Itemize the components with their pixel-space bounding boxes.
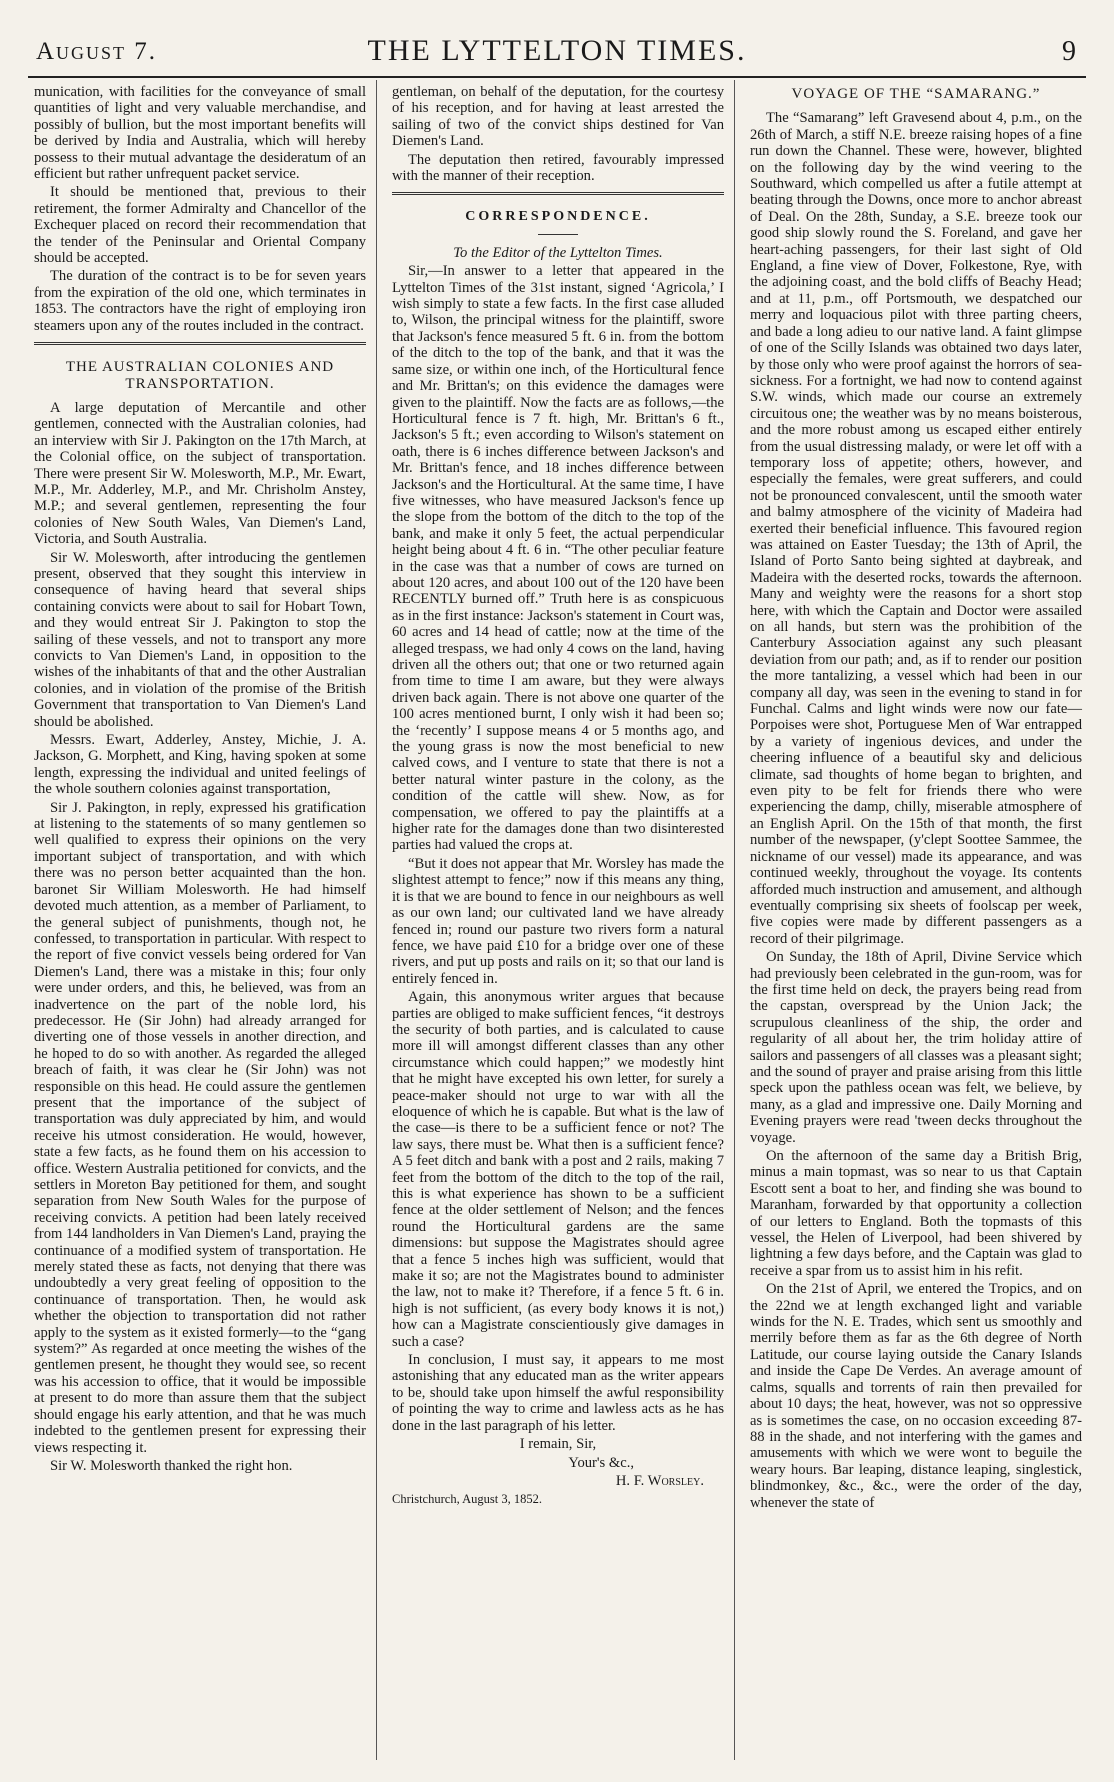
column-3 [750,84,1082,1513]
paragraph: “But it does not appear that Mr. Worsley has made the slightest attempt to fence;” now if this means any thing, it is that we are bound to fence in our neighbours as well as our own land; our cultivated land we have already fenced in; round our pasture two rivers form a natural fence, we have paid £10 for a bridge over one of these rivers, and put up posts and rails on it; so that our land is entirely fenced in. [392,855,724,987]
masthead [28,28,1086,74]
article-heading: VOYAGE OF THE “SAMARANG.” [791,86,1041,102]
section-heading: CORRESPONDENCE. [465,209,651,225]
paragraph: munication, with facilities for the conveyance of small quantities of light and very valuable merchandise, and possibly of bullion, but the most important benefits will be derived by India and Australia, which will hereby possess to their mutual advantage the desideratum of an efficient but rather unfrequent packet service. [34,84,366,183]
paragraph: Messrs. Ewart, Adderley, Anstey, Michie, J. A. Jackson, G. Morphett, and King, having spoken at some length, expressing the individual and united feelings of the whole southern colonies against transportation, [34,732,366,798]
masthead-rule [28,76,1086,78]
newspaper-title: THE LYTTELTON TIMES. [367,34,747,67]
column-1 [34,84,366,1476]
paragraph: On Sunday, the 18th of April, Divine Service which had previously been celebrated in the gun-room, was for the first time held on deck, the prayers being read from the capstan, overspread by the Union Jack; the scrupulous cleanliness of the ship, the order and regularity of all about her, the trim holiday attire of sailors and passengers of all classes was a pleasant sight; and the sound of prayer and praise arising from this little speck upon the pathless ocean was felt, we believe, by many, as a glad and impressive one. Daily Morning and Evening prayers were read 'tween decks throughout the voyage. [750,949,1082,1146]
section-separator [34,342,366,345]
column-2 [392,84,724,1510]
page-number: 9 [1062,36,1076,67]
short-rule [538,234,578,235]
letter-signature: H. F. Worsley. [615,1472,704,1489]
issue-date: August 7. [36,38,158,65]
paragraph: Sir W. Molesworth thanked the right hon. [50,1457,293,1474]
paragraph: On the 21st of April, we entered the Tropics, and on the 22nd we at length exchanged light and variable winds for the N. E. Trades, which sent us smoothly and merrily before them as far as the 6th degree of North Latitude, our course laying outside the Canary Islands and inside the Cape De Verdes. An average amount of calms, squalls and torrents of rain then prevailed for about 10 days; the heat, however, was not so oppressive as is sometimes the case, on no occasion exceeding 87-88 in the shade, and not interfering with the games and amusements with which we were wont to beguile the weary hours. Bar leaping, distance leaping, singlestick, blindmonkey, &c., &c., were the order of the day, whenever the state of [750,1281,1082,1511]
column-divider [376,80,377,1760]
letter-closing: I remain, Sir, [519,1436,597,1453]
letter-salutation: To the Editor of the Lyttelton Times. [453,244,663,261]
paragraph: gentleman, on behalf of the deputation, for the courtesy of his reception, and for having at least arrested the sailing of two of the convict ships destined for Van Diemen's Land. [392,84,724,150]
paragraph: Sir J. Pakington, in reply, expressed his gratification at listening to the statements of so many gentlemen so well qualified to express their opinions on the very important subject of transportation, and with which there was no person better acquainted than the hon. baronet Sir William Molesworth. He had himself devoted much attention, as a member of Parliament, to the general subject of punishments, though not, he confessed, to transportation in particular. With respect to the report of five convict vessels being ordered for Van Diemen's Land, there was a mistake in this; four only were under orders, and this, he believed, was from an inadvertence on the part of the noble lord, his predecessor. He (Sir John) had already arranged for diverting one of those vessels in another direction, and he hoped to do so with another. As regarded the alleged breach of faith, it was clear he (Sir John) was not responsible on this head. He could assure the gentlemen present that the importance of the subject of transportation was duly appreciated by him, and would receive his utmost consideration. He would, however, state a few facts, as he found them on his accession to office. Western Australia petitioned for convicts, and the settlers in Moreton Bay petitioned for them, and sought separation from New South Wales for the purpose of receiving convicts. A petition had been lately received from 144 landholders in Van Diemen's Land, praying the continuance of a modified system of transportation. He merely stated these as facts, not denying that there was undoubtedly a very great feeling of opposition to the continuance of transportation. Then, he would ask whether the objection to transportation did not rather apply to the system as it existed formerly—to the “gang system?” As regarded at once meeting the wishes of the gentlemen present, he thought they would see, so recent was his accession to office, that it would be impossible at present to do more than assure them that the subject should engage his early attention, and that he was much indebted to the gentlemen present for expressing their views respecting it. [34,799,366,1456]
paragraph: The duration of the contract is to be for seven years from the expiration of the old one, which terminates in 1853. The contractors have the right of employing iron steamers upon any of the routes included in the contract. [34,268,366,334]
paragraph: On the afternoon of the same day a British Brig, minus a main topmast, was so near to us that Captain Escott sent a boat to her, and finding she was bound to Maranham, forwarded by that opportunity a collection of our letters to England. Both the topmasts of this vessel, the Helen of Liverpool, had been shivered by lightning a few days before, and the Captain was glad to receive a spar from us to assist him in his refit. [750,1148,1082,1279]
paragraph: It should be mentioned that, previous to their retirement, the former Admiralty and Chancellor of the Exchequer placed on record their recommendation that the tender of the Peninsular and Oriental Company should be accepted. [34,184,366,267]
paragraph: Sir,—In answer to a letter that appeared in the Lyttelton Times of the 31st instant, signed ‘Agricola,’ I wish simply to state a few facts. In the first case alluded to, Wilson, the principal witness for the plaintiff, swore that Jackson's fence measured 5 ft. 6 in. from the bottom of the ditch to the top of the bank, and that it was the same size, or within one inch, of the Horticultural fence and Mr. Brittan's; on this evidence the damages were given to the plaintiff. Now the facts are as follows,—the Horticultural fence is 7 ft. high, Mr. Brittan's 6 ft., Jackson's 5 ft.; even according to Wilson's statement on oath, there is 6 inches difference between Jackson's and Mr. Brittan's fence, and 18 inches difference between Jackson's and the Horticultural. At the same time, I have five witnesses, who have measured Jackson's fence up the slope from the bottom of the ditch to the top of the bank, and make it only 5 feet, the actual perpendicular height being about 4 ft. 6 in. “The other peculiar feature in the case was that a number of cows are turned on about 120 acres, and about 100 out of the 120 have been RECENTLY burned off.” Truth here is as conspicuous as in the first instance: Jackson's statement in Court was, 60 acres and 14 head of cattle; now at the time of the alleged trespass, we had only 4 cows on the land, having driven all the others out; that one or two returned again from time to time I am aware, but they were always driven back again. There is not above one quarter of the 100 acres mentioned burnt, I only wish it had been so; the ‘recently’ I suppose means 4 or 5 months ago, and the young grass is now the most beneficial to new calved cows, and I venture to state that there is not a better natural winter pasture in the colony, as the condition of the cattle will shew. Now, as for compensation, we offered to pay the plaintiffs at a higher rate for the damages done than two disinterested parties had valued the crops at. [392,263,724,854]
letter-closing: Your's &c., [568,1454,634,1471]
article-heading: THE AUSTRALIAN COLONIES AND TRANSPORTATION. [65,359,335,392]
column-divider [734,80,735,1760]
letter-dateline: Christchurch, August 3, 1852. [392,1492,542,1507]
paragraph: In conclusion, I must say, it appears to me most astonishing that any educated man as the writer appears to be, should take upon himself the awful responsibility of pointing the way to crime and lawless acts as he has done in the last paragraph of his letter. [392,1352,724,1434]
paragraph: Sir W. Molesworth, after introducing the gentlemen present, observed that they sought this interview in consequence of having heard that several ships containing convicts were about to sail for Hobart Town, and they would entreat Sir J. Pakington to stop the sailing of these vessels, and not to transport any more convicts to Van Diemen's Land, in opposition to the wishes of the inhabitants of that and the other Australian colonies, and in violation of the promise of the British Government that transportation to Van Diemen's Land should be abolished. [34,549,366,730]
paragraph: The “Samarang” left Gravesend about 4, p.m., on the 26th of March, a stiff N.E. breeze raising hopes of a fine run down the Channel. These were, however, blighted on the following day by the wind veering to the Southward, which compelled us after a futile attempt at beating through the Downs, once more to anchor abreast of Deal. On the 28th, Sunday, a S.E. breeze took our good ship slowly round the S. Foreland, and gave her heart-aching passengers, for their last sight of Old England, a fine view of Dover, Folkestone, Rye, with the adjoining coast, and the bold cliffs of Beachy Head; and at 11, p.m., off Portsmouth, we despatched our merry and loquacious pilot with three parting cheers, and bade a long adieu to our native land. A faint glimpse of one of the Scilly Islands was obtained two days later, by those only who were proof against the horrors of sea-sickness. For a fortnight, we had now to contend against S.W. winds, which made our course an extremely circuitous one; the weather was by no means boisterous, and the more robust among us escaped either entirely from the usual distressing malady, or were let off with a temporary loss of appetite; others, however, and especially the females, were great sufferers, and could not be pronounced convalescent, until the smooth water and balmy atmosphere of the vicinity of Madeira had exerted their beneficial influence. This favoured region was attained on Easter Tuesday; the 13th of April, the Island of Porto Santo being sighted at daybreak, and Madeira with the deserted rocks, towards the afternoon. Many and weighty were the reasons for a short stop here, with which the Captain and Doctor were assailed on all hands, but stern was the prohibition of the Canterbury Association against any such pleasant deviation from our path; and, as if to render our position the more tantalizing, a vessel which had been in our company all day, was seen in the evening to stand in for Funchal. Calms and light winds were now our fate—Porpoises were shot, Portuguese Men of War entrapped by a variety of ingenious devices, and under the cheering influence of a beautiful sky and delicious climate, sad thoughts of home began to brighten, and even pity to be felt for friends there who were experiencing the damp, chilly, miserable atmosphere of an English April. On the 15th of that month, the first number of the newspaper, (y'clept Soottee Sammee, the nickname of our vessel) made its appearance, and was continued weekly, throughout the voyage. Its contents afforded much instruction and amusement, and although eventually comprising six sheets of foolscap per week, five copies were made by different passengers as a record of their pilgrimage. [750,110,1082,947]
section-separator [392,192,724,195]
paragraph: Again, this anonymous writer argues that because parties are obliged to make sufficient fences, “it destroys the security of both parties, and is calculated to cause more ill will amongst different classes than any other circumstance which could happen;” we modestly hint that he might have excepted his own letter, for surely a peace-maker should not urge to war with all the eloquence of which he is capable. But what is the law of the case—is there to be a sufficient fence or not? The law says, there must be. What then is a sufficient fence? A 5 feet ditch and bank with a post and 2 rails, making 7 feet from the bottom of the ditch to the top of the rail, this is what experience has shown to be a sufficient fence at the older settlement of Nelson; and the fences round the Horticultural gardens are the same dimensions: but suppose the Magistrates should agree that a fence 5 inches high was sufficient, would that make it so; are not the Magistrates bound to administer the law, not to make it? Therefore, if a fence 5 ft. 6 in. high is not sufficient, (as every body knows it is not,) how can a Magistrate conscientiously give damages in such a case? [392,989,724,1350]
paragraph: The deputation then retired, favourably impressed with the manner of their reception. [392,151,724,185]
paragraph: A large deputation of Mercantile and other gentlemen, connected with the Australian colonies, had an interview with Sir J. Pakington on the 17th March, at the Colonial office, on the subject of transportation. There were present Sir W. Molesworth, M.P., Mr. Ewart, M.P., Mr. Adderley, M.P., and Mr. Chrisholm Anstey, M.P.; and several gentlemen, representing the four colonies of New South Wales, Van Diemen's Land, Victoria, and South Australia. [34,399,366,548]
